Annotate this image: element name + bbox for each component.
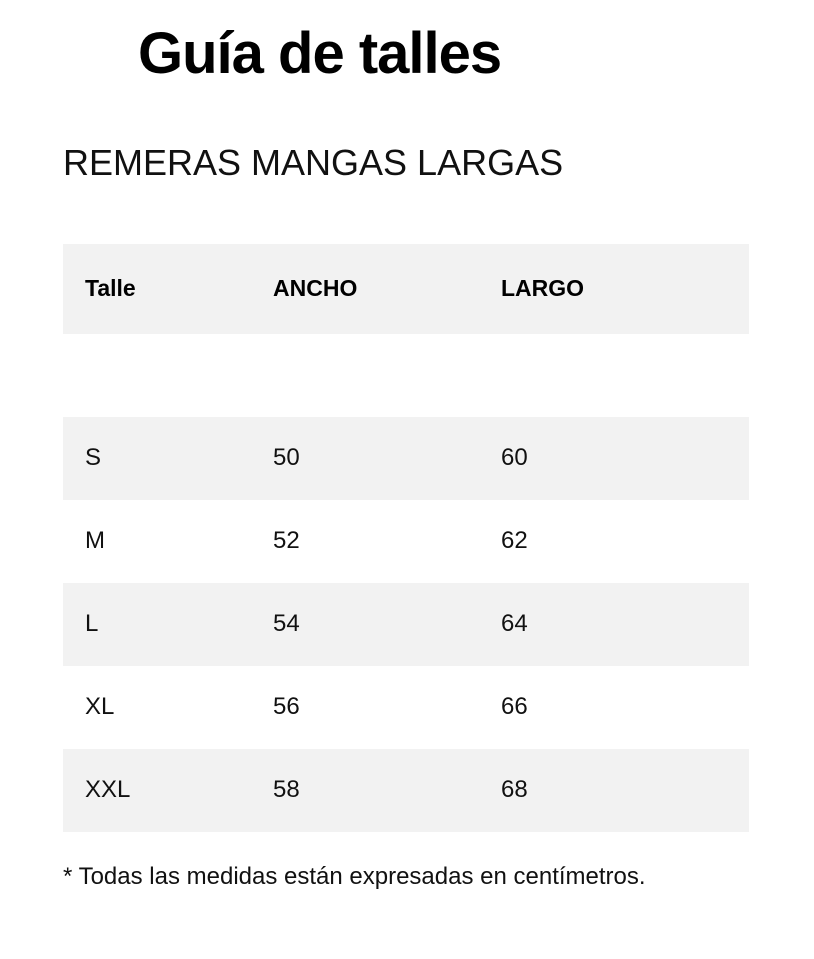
table-row [63, 417, 749, 500]
table-spacer-row [63, 334, 749, 417]
table-row [63, 666, 749, 749]
section-heading: REMERAS MANGAS LARGAS [63, 141, 564, 183]
column-header-largo: LARGO [501, 275, 585, 302]
table-row [63, 500, 749, 583]
measurement-footnote: * Todas las medidas están expresadas en centímetros. [63, 862, 646, 890]
cell-talle: S [85, 444, 102, 472]
cell-ancho: 56 [273, 693, 300, 721]
cell-largo: 68 [501, 776, 528, 804]
cell-largo: 60 [501, 444, 528, 472]
column-header-talle: Talle [85, 275, 136, 302]
table-row [63, 583, 749, 666]
page-title: Guía de talles [138, 21, 502, 86]
cell-ancho: 50 [273, 444, 300, 472]
cell-largo: 62 [501, 527, 528, 555]
table-header-row [63, 244, 749, 334]
table-header [63, 244, 749, 334]
cell-ancho: 54 [273, 610, 300, 638]
table-body [63, 334, 749, 832]
cell-ancho: 58 [273, 776, 300, 804]
cell-largo: 66 [501, 693, 528, 721]
cell-ancho: 52 [273, 527, 300, 555]
cell-talle: XL [85, 693, 115, 721]
cell-largo: 64 [501, 610, 528, 638]
table-row [63, 749, 749, 832]
cell-talle: L [85, 610, 99, 638]
cell-talle: M [85, 527, 105, 555]
cell-talle: XXL [85, 776, 131, 804]
column-header-ancho: ANCHO [273, 275, 358, 302]
size-table [63, 244, 749, 832]
